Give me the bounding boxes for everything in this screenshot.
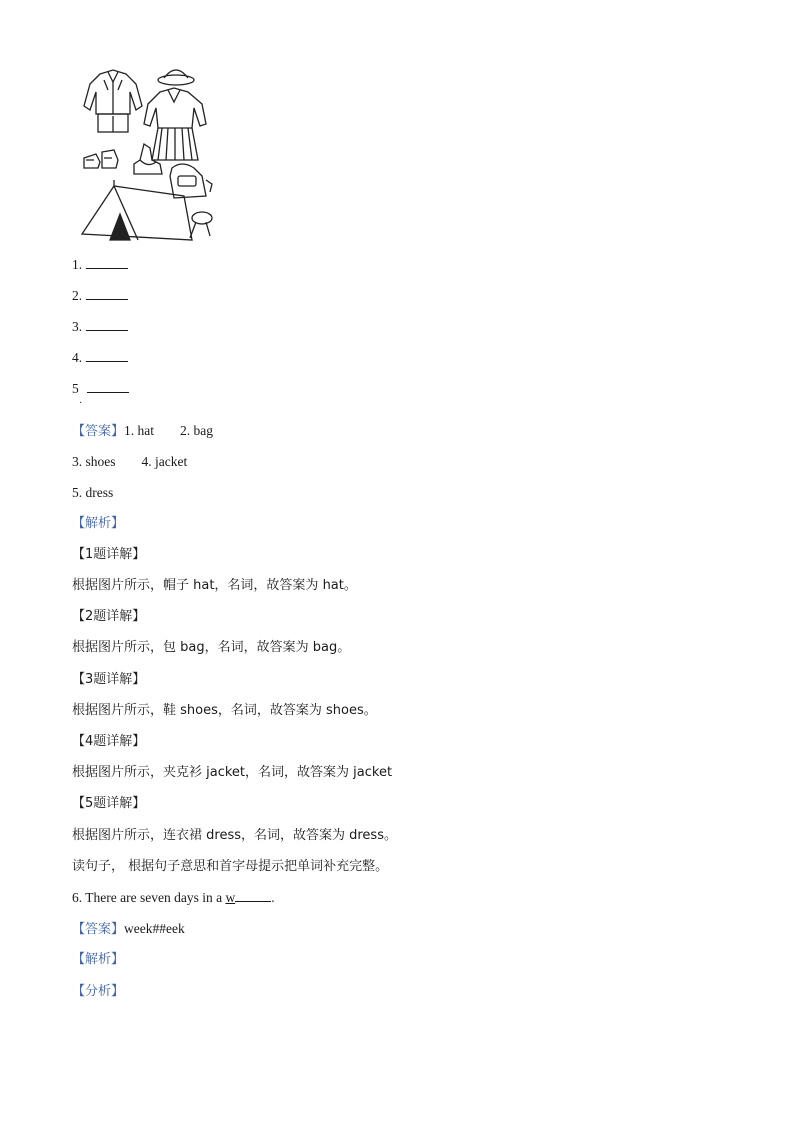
answer-item-4: 4. jacket [141,454,188,469]
blank-line-3 [72,318,128,336]
detail-heading-5: 【5题详解】 [72,796,146,811]
dress-icon [144,88,206,160]
question-6 [72,889,275,907]
answer-line-1 [72,422,213,441]
answer-line-2 [72,453,187,471]
tent-icon [82,180,192,240]
blank-line-1 [72,256,128,274]
analysis-tag: 【解析】 [72,516,125,531]
detail-text-5: 根据图片所示，连衣裙 dress，名词，故答案为 dress。 [72,828,397,843]
question-6-prefix: 6. There are seven days in a [72,890,226,905]
backpack-icon [170,164,212,198]
blank-number: 2. [72,288,83,303]
answer-blank[interactable] [86,256,128,269]
fenxi-tag: 【分析】 [72,984,125,999]
answer-line-3 [72,484,113,502]
blank-number: 1. [72,257,83,272]
blank-line-4 [72,349,128,367]
scarf-icon [190,212,212,238]
instruction-text: 读句子， 根据句子意思和首字母提示把单词补充完整。 [72,859,389,874]
stray-dot: · [79,398,83,409]
answer-blank[interactable] [86,318,128,331]
clothing-illustration [78,64,218,242]
detail-text-1: 根据图片所示，帽子 hat，名词，故答案为 hat。 [72,578,357,593]
detail-text-2: 根据图片所示，包 bag，名词，故答案为 bag。 [72,640,351,655]
jacket-shorts-icon [84,70,142,132]
answer-blank[interactable] [87,380,129,393]
question-6-letter: w [225,890,236,905]
answer-q6: week##eek [124,921,185,936]
detail-heading-2: 【2题详解】 [72,609,146,624]
hat-icon [158,70,194,85]
detail-heading-1: 【1题详解】 [72,547,146,562]
answer-item-5: 5. dress [72,485,114,500]
answer-item-1: 1. hat [124,423,155,438]
answer-tag: 【答案】 [72,922,125,937]
answer-blank[interactable] [86,287,128,300]
blank-number: 3. [72,319,83,334]
blank-line-5 [72,380,129,398]
detail-heading-3: 【3题详解】 [72,672,146,687]
blank-number: 5 [72,381,79,396]
blank-number: 4. [72,350,83,365]
detail-heading-4: 【4题详解】 [72,734,146,749]
question-6-blank[interactable] [235,889,271,902]
detail-text-3: 根据图片所示，鞋 shoes，名词，故答案为 shoes。 [72,703,377,718]
shoes-icon [84,150,118,168]
analysis-tag-2: 【解析】 [72,952,125,967]
answer-item-3: 3. shoes [72,454,116,469]
answer-blank[interactable] [86,349,128,362]
detail-text-4: 根据图片所示，夹克衫 jacket，名词，故答案为 jacket [72,765,393,780]
answer-tag: 【答案】 [72,424,125,439]
blank-line-2 [72,287,128,305]
answer-item-2: 2. bag [180,423,214,438]
question-6-suffix: . [271,890,275,905]
answer-line-q6 [72,920,185,939]
